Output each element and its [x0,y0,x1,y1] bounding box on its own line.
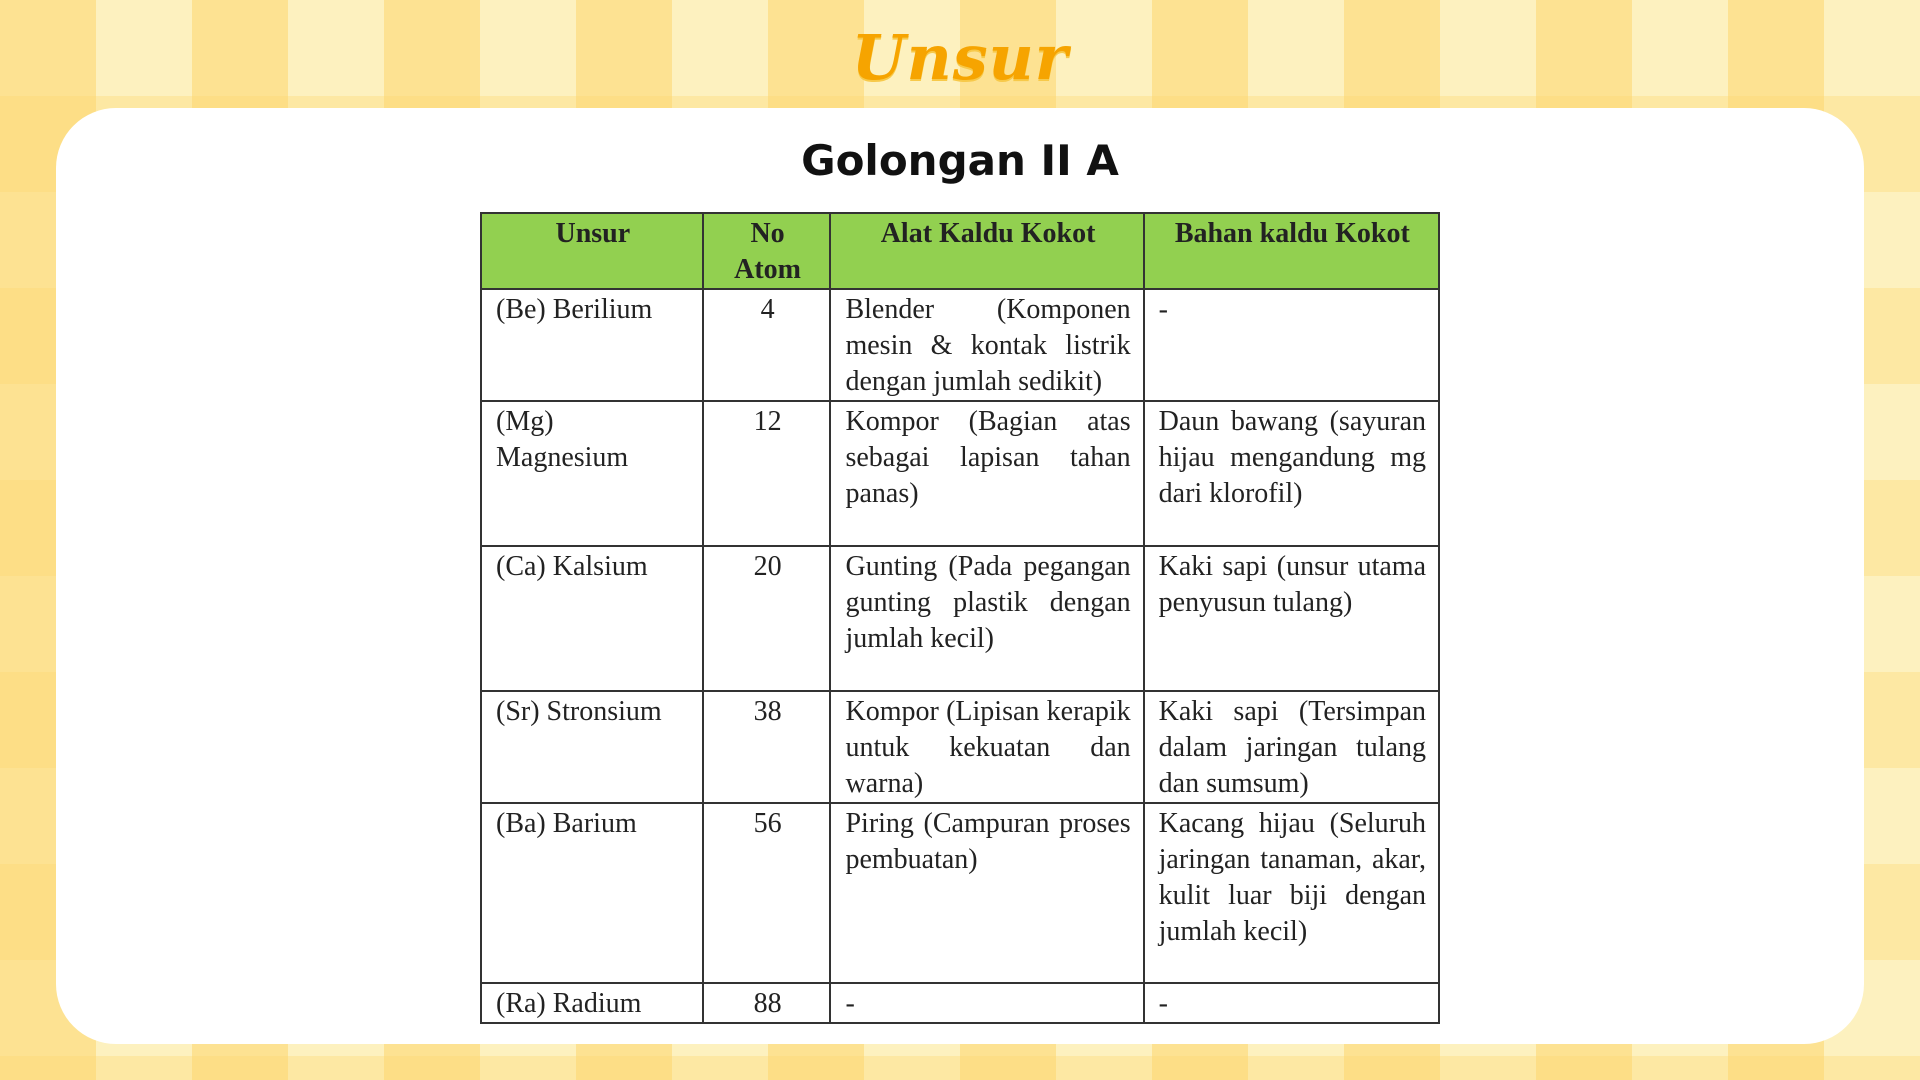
cell-alat: Gunting (Pada pegangan gunting plastik dengan jumlah kecil) [830,546,1143,691]
cell-bahan: Daun bawang (sayuran hijau mengandung mg dari klorofil) [1144,401,1439,546]
table-row [481,401,1439,546]
table-row [481,289,1439,401]
cell-unsur: (Sr) Stronsium [481,691,703,803]
column-header-unsur: Unsur [481,213,703,289]
card-title: Golongan II A [801,136,1119,185]
cell-no-atom: 38 [703,691,831,803]
cell-alat: - [830,983,1143,1023]
cell-unsur: (Ca) Kalsium [481,546,703,691]
cell-alat: Piring (Campuran proses pembuatan) [830,803,1143,983]
table-row [481,691,1439,803]
cell-bahan: Kaki sapi (Tersimpan dalam jaringan tulang dan sumsum) [1144,691,1439,803]
cell-unsur: (Be) Berilium [481,289,703,401]
content-card [56,108,1864,1044]
cell-alat: Blender (Komponen mesin & kontak listrik dengan jumlah sedikit) [830,289,1143,401]
cell-no-atom: 12 [703,401,831,546]
cell-alat: Kompor (Bagian atas sebagai lapisan tahan panas) [830,401,1143,546]
cell-bahan: - [1144,983,1439,1023]
cell-alat: Kompor (Lipisan kerapik untuk kekuatan dan warna) [830,691,1143,803]
cell-unsur: (Ba) Barium [481,803,703,983]
page-title: Unsur [851,21,1069,94]
cell-unsur: (Mg) Magnesium [481,401,703,546]
table-container [480,212,1440,1024]
column-header-bahan: Bahan kaldu Kokot [1144,213,1439,289]
cell-bahan: - [1144,289,1439,401]
table-row [481,803,1439,983]
cell-no-atom: 4 [703,289,831,401]
column-header-no-atom: No Atom [703,213,831,289]
cell-no-atom: 88 [703,983,831,1023]
column-header-alat: Alat Kaldu Kokot [830,213,1143,289]
cell-no-atom: 20 [703,546,831,691]
cell-bahan: Kacang hijau (Seluruh jaringan tanaman, akar, kulit luar biji dengan jumlah kecil) [1144,803,1439,983]
elements-table [480,212,1440,1024]
table-header-row [481,213,1439,289]
table-row [481,546,1439,691]
cell-unsur: (Ra) Radium [481,983,703,1023]
cell-bahan: Kaki sapi (unsur utama penyusun tulang) [1144,546,1439,691]
cell-no-atom: 56 [703,803,831,983]
table-row [481,983,1439,1023]
